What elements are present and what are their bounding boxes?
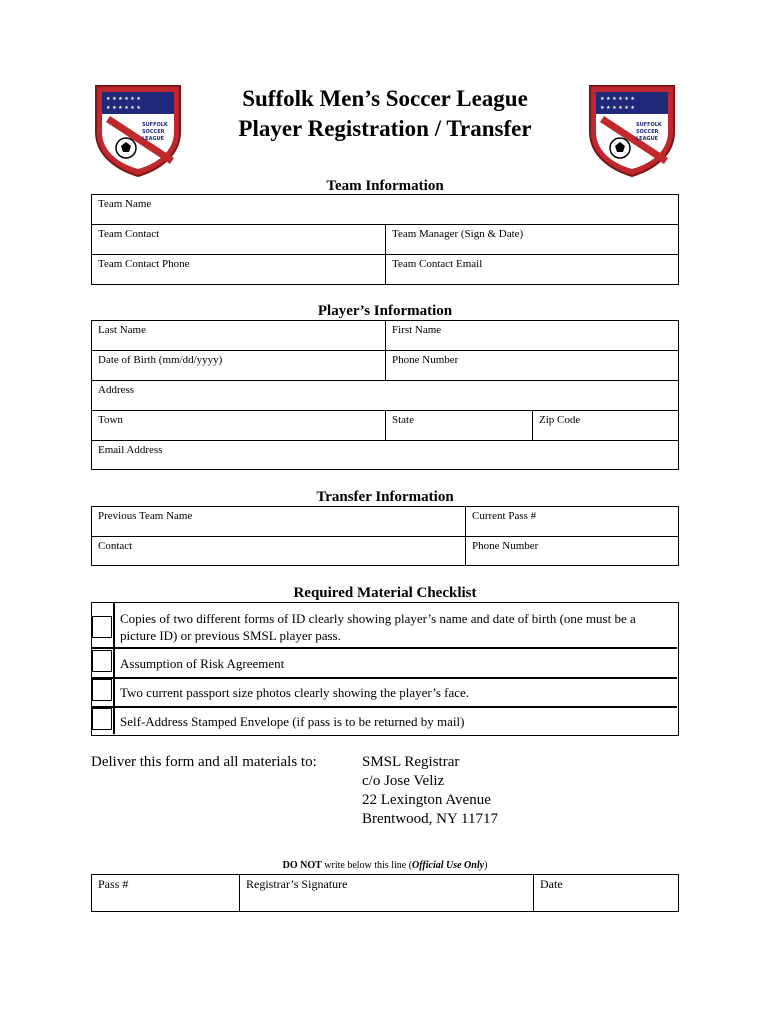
player-info-heading: Player’s Information bbox=[317, 303, 453, 319]
current-pass-field[interactable]: Current Pass # bbox=[465, 506, 679, 537]
checklist-item-2: Assumption of Risk Agreement bbox=[120, 656, 285, 671]
team-info-heading: Team Information bbox=[326, 178, 444, 194]
delivery-address-line: c/o Jose Veliz bbox=[362, 773, 445, 789]
svg-text:SOCCER: SOCCER bbox=[636, 129, 659, 135]
transfer-info-heading: Transfer Information bbox=[316, 489, 454, 505]
delivery-address-line: Brentwood, NY 11717 bbox=[362, 811, 498, 827]
svg-text:★ ★ ★ ★ ★ ★: ★ ★ ★ ★ ★ ★ bbox=[106, 96, 141, 102]
svg-text:SUFFOLK: SUFFOLK bbox=[142, 122, 168, 128]
email-field[interactable]: Email Address bbox=[91, 440, 679, 470]
svg-text:LEAGUE: LEAGUE bbox=[142, 136, 165, 142]
svg-text:SOCCER: SOCCER bbox=[142, 129, 165, 135]
checklist-item-4: Self-Address Stamped Envelope (if pass is to be returned by mail) bbox=[120, 714, 465, 729]
checklist-checkbox-1[interactable] bbox=[92, 616, 112, 638]
checklist-item-3: Two current passport size photos clearly showing the player’s face. bbox=[120, 685, 470, 700]
svg-text:SUFFOLK: SUFFOLK bbox=[636, 122, 662, 128]
team-name-field[interactable]: Team Name bbox=[91, 194, 679, 225]
registrar-signature-field[interactable]: Registrar’s Signature bbox=[239, 874, 534, 912]
town-field[interactable]: Town bbox=[91, 410, 386, 441]
transfer-contact-field[interactable]: Contact bbox=[91, 536, 466, 566]
do-not-text: DO NOT bbox=[282, 860, 322, 871]
official-note-mid: write below this line ( bbox=[321, 860, 413, 871]
official-use-only-text: Official Use Only bbox=[412, 860, 485, 871]
team-contact-phone-field[interactable]: Team Contact Phone bbox=[91, 254, 386, 285]
svg-text:★ ★ ★ ★ ★ ★: ★ ★ ★ ★ ★ ★ bbox=[106, 105, 141, 111]
player-phone-field[interactable]: Phone Number bbox=[385, 350, 679, 381]
delivery-address-line: SMSL Registrar bbox=[362, 754, 460, 770]
deliver-label: Deliver this form and all materials to: bbox=[91, 754, 317, 770]
transfer-phone-field[interactable]: Phone Number bbox=[465, 536, 679, 566]
pass-number-field[interactable]: Pass # bbox=[91, 874, 240, 912]
last-name-field[interactable]: Last Name bbox=[91, 320, 386, 351]
official-note-end: ) bbox=[484, 860, 488, 871]
state-field[interactable]: State bbox=[385, 410, 533, 441]
svg-text:★ ★ ★ ★ ★ ★: ★ ★ ★ ★ ★ ★ bbox=[600, 105, 635, 111]
official-use-note bbox=[0, 860, 770, 871]
team-contact-email-field[interactable]: Team Contact Email bbox=[385, 254, 679, 285]
checklist-item-1: Copies of two different forms of ID clearly showing player’s name and date of birth (one must be a picture ID) or previous SMSL player pass. bbox=[120, 611, 636, 643]
first-name-field[interactable]: First Name bbox=[385, 320, 679, 351]
zip-field[interactable]: Zip Code bbox=[532, 410, 679, 441]
dob-field[interactable]: Date of Birth (mm/dd/yyyy) bbox=[91, 350, 386, 381]
address-field[interactable]: Address bbox=[91, 380, 679, 411]
form-title-line2: Player Registration / Transfer bbox=[238, 116, 532, 141]
checklist-checkbox-4[interactable] bbox=[92, 708, 112, 730]
team-manager-field[interactable]: Team Manager (Sign & Date) bbox=[385, 224, 679, 255]
previous-team-field[interactable]: Previous Team Name bbox=[91, 506, 466, 537]
svg-text:★ ★ ★ ★ ★ ★: ★ ★ ★ ★ ★ ★ bbox=[600, 96, 635, 102]
form-title-line1: Suffolk Men’s Soccer League bbox=[242, 86, 528, 111]
svg-text:LEAGUE: LEAGUE bbox=[636, 136, 659, 142]
checklist-checkbox-3[interactable] bbox=[92, 679, 112, 701]
delivery-address-line: 22 Lexington Avenue bbox=[362, 792, 491, 808]
delivery-address bbox=[362, 753, 498, 829]
checklist-heading: Required Material Checklist bbox=[293, 585, 477, 601]
official-date-field[interactable]: Date bbox=[533, 874, 679, 912]
checklist-checkbox-2[interactable] bbox=[92, 650, 112, 672]
team-contact-field[interactable]: Team Contact bbox=[91, 224, 386, 255]
